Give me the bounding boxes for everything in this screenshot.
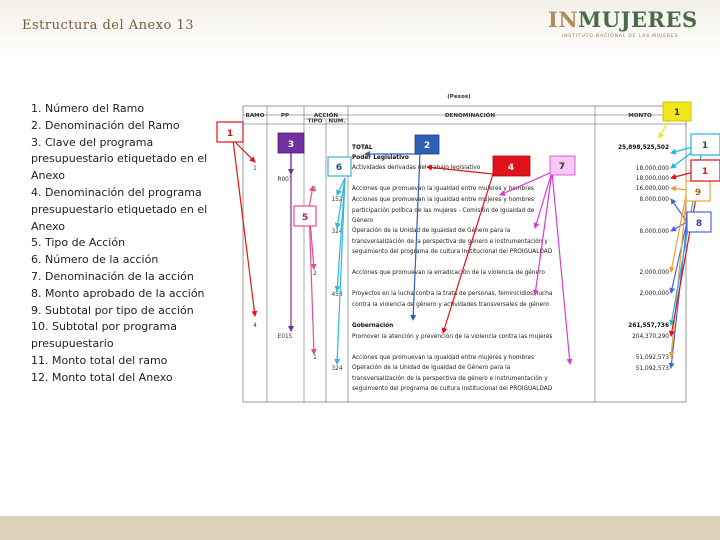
row-text: Género <box>352 218 374 224</box>
row-tipo: 1 <box>313 187 317 193</box>
row-text: Poder Legislativo <box>352 155 409 161</box>
legend-item: 10. Subtotal por programa presupuestario <box>31 320 178 351</box>
header-pp: PP <box>280 113 290 119</box>
legend-list <box>31 101 209 387</box>
slide-title: Estructura del Anexo 13 <box>22 18 195 33</box>
badge-label: 9 <box>694 188 702 198</box>
legend-item: 7. Denominación de la acción <box>31 269 194 283</box>
row-text: Gobernación <box>352 323 394 329</box>
row-text: Proyectos en la lucha contra la trata de personas, feminicidios, lucha <box>352 291 553 297</box>
callout-badge <box>328 157 351 176</box>
row-ramo: 1 <box>253 166 257 172</box>
row-text: Actividades derivadas del trabajo legislativo <box>352 165 481 171</box>
header-ramo: RAMO <box>245 113 265 119</box>
header-accion: ACCIÓN <box>313 113 339 119</box>
row-text: participación política de las mujeres - Comisión de Igualdad de <box>352 208 535 214</box>
badge-label: 1 <box>673 108 681 118</box>
row-text: Acciones que promuevan la igualdad entre mujeres y hombres <box>352 197 535 203</box>
row-num: 324 <box>331 229 343 235</box>
callout-badge <box>550 156 575 175</box>
row-text: transversalización de la perspectiva de género e instrumentación y <box>352 239 548 245</box>
row-monto: 51,092,573 <box>635 366 669 372</box>
badge-label: 5 <box>301 213 309 223</box>
row-num: 453 <box>331 292 343 298</box>
badge-label: 2 <box>423 141 431 151</box>
row-monto: 2,000,000 <box>639 291 669 297</box>
row-monto: 8,000,000 <box>639 229 669 235</box>
row-text: Promover la atención y prevención de la violencia contra las mujeres <box>352 334 553 340</box>
logo-subtitle: INSTITUTO NACIONAL DE LAS MUJERES <box>562 34 679 39</box>
badge-label: 1 <box>701 167 709 177</box>
legend-item: 3. Clave del programa presupuestario etiquetado en el Anexo <box>31 135 208 183</box>
row-text: contra la violencia de género y actividades transversales de género <box>352 302 549 308</box>
row-text: Acciones que promuevan la erradicación de la violencia de género <box>352 270 545 276</box>
row-num: 152 <box>331 197 343 203</box>
annex-structure-figure <box>215 88 720 406</box>
badge-label: 3 <box>287 140 295 150</box>
legend-item: 6. Número de la acción <box>31 253 159 267</box>
legend-item: 1. Número del Ramo <box>31 102 145 115</box>
callout-badge <box>415 135 439 154</box>
row-monto: 25,898,525,502 <box>618 145 669 151</box>
logo-wordmark <box>548 8 698 32</box>
callout-badge <box>278 133 304 153</box>
callout-badge <box>663 102 691 121</box>
row-text: Operación de la Unidad de Igualdad de Género para la <box>352 365 511 371</box>
row-text: seguimiento del programa de cultura institucional del PROIGUALDAD <box>352 249 553 255</box>
legend-item: 8. Monto aprobado de la acción <box>31 286 205 300</box>
row-text: transversalización de la perspectiva de género e instrumentación y <box>352 376 548 382</box>
badge-label: 4 <box>507 163 515 173</box>
row-monto: 16,000,000 <box>635 186 669 192</box>
row-ramo: 4 <box>253 323 257 329</box>
row-monto: 2,000,000 <box>639 270 669 276</box>
row-monto: 51,092,573 <box>635 355 669 361</box>
row-monto: 204,370,290 <box>632 334 669 340</box>
row-monto: 18,000,000 <box>635 166 669 172</box>
badge-label: 1 <box>701 141 709 151</box>
header-monto: MONTO <box>628 113 652 119</box>
callout-badge <box>493 156 530 176</box>
table-unit: (Pesos) <box>447 94 471 100</box>
legend-item: 2. Denominación del Ramo <box>31 118 180 132</box>
inmujeres-logo <box>548 8 698 44</box>
row-tipo: 1 <box>313 355 317 361</box>
logo-word-b: MUJERES <box>578 7 698 32</box>
callout-badge <box>691 160 720 181</box>
row-text: seguimiento del programa de cultura institucional del PROIGUALDAD <box>352 386 553 392</box>
badge-label: 6 <box>335 163 343 173</box>
row-pp: R001 <box>277 177 293 183</box>
row-monto: 18,000,000 <box>635 176 669 182</box>
callout-badge <box>294 206 316 226</box>
row-text: TOTAL <box>352 145 373 151</box>
badge-label: 8 <box>695 219 703 229</box>
row-monto: 8,000,000 <box>639 197 669 203</box>
callout-badge <box>217 122 243 142</box>
legend-item: 5. Tipo de Acción <box>31 236 126 250</box>
badge-label: 7 <box>558 162 566 172</box>
legend-item: 4. Denominación del programa presupuestario etiquetado en el Anexo <box>31 185 208 233</box>
badge-label: 1 <box>226 129 234 139</box>
header-tipo: TIPO <box>307 118 323 125</box>
row-pp: E015 <box>277 334 293 340</box>
row-num: 324 <box>331 366 343 372</box>
row-monto: 261,557,736 <box>628 323 669 329</box>
row-text: Operación de la Unidad de Igualdad de Género para la <box>352 228 511 234</box>
legend-item: 9. Subtotal por tipo de acción <box>31 303 194 317</box>
callout-badge <box>687 212 711 232</box>
callout-badge <box>691 134 720 155</box>
header-num: NUM. <box>328 118 346 125</box>
row-text: Acciones que promuevan la igualdad entre mujeres y hombres <box>352 355 535 361</box>
row-tipo: 2 <box>313 271 317 277</box>
legend-item: 12. Monto total del Anexo <box>31 370 173 384</box>
footer-decoration <box>0 516 720 540</box>
header-denominacion: DENOMINACIÓN <box>444 113 496 119</box>
logo-word-a: IN <box>548 7 579 32</box>
callout-badge <box>686 181 710 201</box>
legend-item: 11. Monto total del ramo <box>31 353 168 367</box>
row-text: Acciones que promuevan la igualdad entre mujeres y hombres <box>352 186 535 192</box>
